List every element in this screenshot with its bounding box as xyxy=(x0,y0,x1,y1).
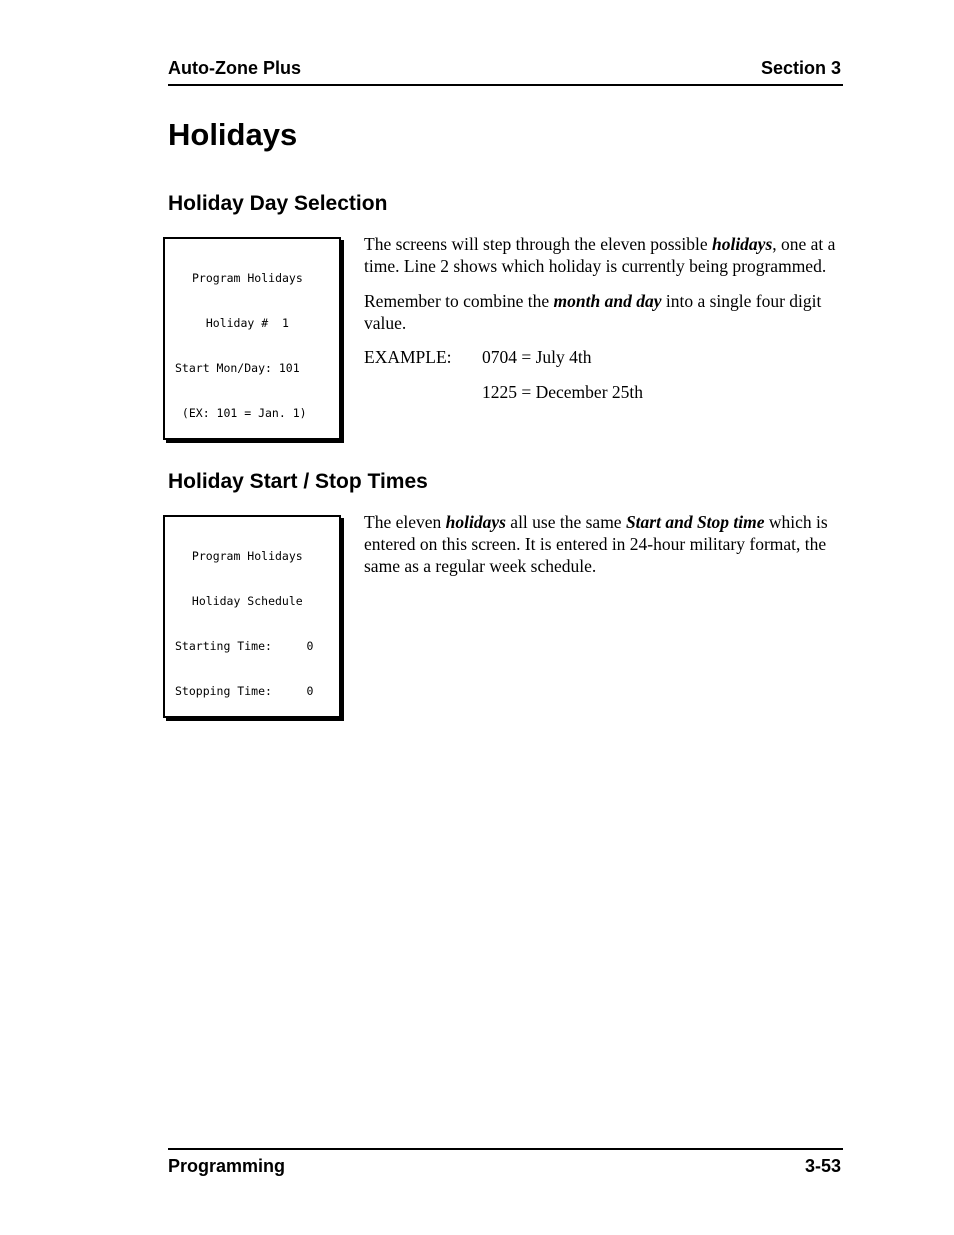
lcd-line: (EX: 101 = Jan. 1) xyxy=(175,406,307,420)
heading-holiday-day-selection: Holiday Day Selection xyxy=(168,192,388,215)
lcd-line: Holiday Schedule xyxy=(185,594,303,608)
lcd-line: Program Holidays xyxy=(185,549,303,563)
example-value: 1225 = December 25th xyxy=(482,382,644,402)
emphasis-start-stop-time: Start and Stop time xyxy=(625,512,765,532)
paragraph xyxy=(364,233,844,277)
lcd-screen-day-selection xyxy=(163,237,341,440)
text-run: Remember to combine the xyxy=(364,291,554,311)
example-row xyxy=(364,346,844,368)
lcd-line: Holiday # 1 xyxy=(192,316,289,330)
lcd-line: Program Holidays xyxy=(192,271,303,285)
header-product-name: Auto-Zone Plus xyxy=(168,58,301,78)
footer-chapter: Programming xyxy=(168,1156,286,1176)
text-run: into a single four digit value. xyxy=(364,291,822,333)
lcd-line: Starting Time: 0 xyxy=(175,639,314,653)
heading-holiday-start-stop: Holiday Start / Stop Times xyxy=(168,470,428,493)
emphasis-holidays: holidays xyxy=(445,512,506,532)
start-stop-text xyxy=(364,511,844,577)
emphasis-month-day: month and day xyxy=(553,291,662,311)
text-run: which is entered on this screen. It is entered in 24-hour military format, the same as a regular week schedule. xyxy=(364,512,828,576)
lcd-screen-start-stop xyxy=(163,515,341,718)
page-header xyxy=(168,58,843,86)
text-run: all use the same xyxy=(505,512,626,532)
emphasis-holidays: holidays xyxy=(711,234,773,254)
header-section: Section 3 xyxy=(760,58,841,78)
day-selection-text xyxy=(364,233,844,403)
page-title: Holidays xyxy=(168,117,298,152)
text-run: The screens will step through the eleven possible xyxy=(364,234,712,254)
lcd-line: Start Mon/Day: 101 xyxy=(175,361,300,375)
lcd-line: Stopping Time: 0 xyxy=(175,684,314,698)
example-value: 0704 = July 4th xyxy=(482,347,592,367)
text-run: The eleven xyxy=(364,512,446,532)
paragraph xyxy=(364,290,844,334)
page-footer xyxy=(168,1148,843,1184)
paragraph xyxy=(364,511,844,577)
example-row xyxy=(364,381,844,403)
text-run: , one at a time. Line 2 shows which holiday is currently being programmed. xyxy=(364,234,836,276)
page-number: 3-53 xyxy=(804,1156,841,1176)
example-label: EXAMPLE: xyxy=(364,347,452,367)
